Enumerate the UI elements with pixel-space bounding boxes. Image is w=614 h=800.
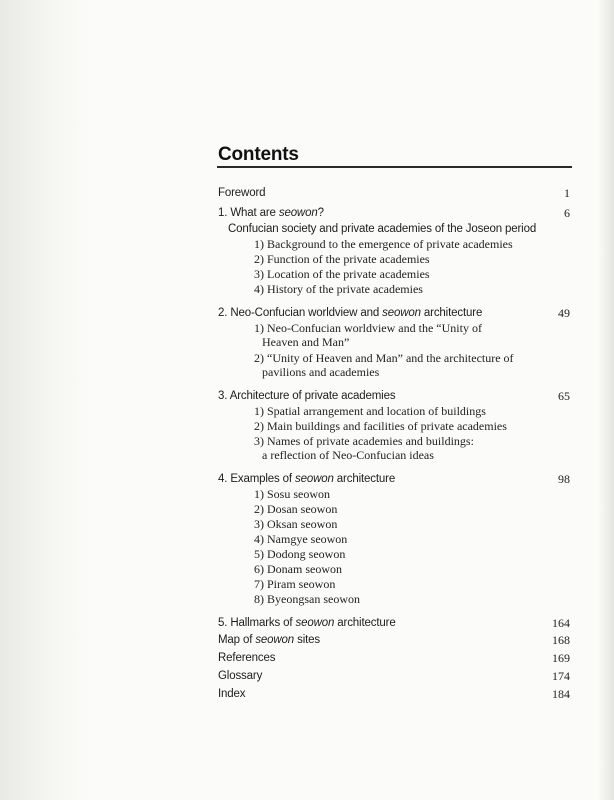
page-number-map: 168 bbox=[552, 633, 570, 647]
page-number-references: 169 bbox=[552, 651, 570, 665]
toc-item-ch3-3: 3) Names of private academies and buildings: bbox=[254, 434, 474, 448]
toc-item-ch1-1: 1) Background to the emergence of private academies bbox=[254, 237, 513, 251]
toc-item-ch3-1: 1) Spatial arrangement and location of buildings bbox=[254, 404, 486, 418]
toc-entry-ch1: 1. What are seowon? bbox=[218, 207, 324, 219]
toc-entry-references: References bbox=[218, 652, 276, 664]
toc-entry-index: Index bbox=[218, 688, 246, 700]
toc-item-ch4-2: 2) Dosan seowon bbox=[254, 502, 338, 516]
toc-entry-ch3: 3. Architecture of private academies bbox=[218, 390, 396, 402]
page-number-ch2: 49 bbox=[558, 306, 570, 320]
toc-entry-ch4: 4. Examples of seowon architecture bbox=[218, 473, 396, 485]
page-number-ch4: 98 bbox=[558, 472, 570, 486]
toc-entry-foreword: Foreword bbox=[218, 187, 266, 199]
page-number-glossary: 174 bbox=[552, 669, 570, 683]
toc-subtitle-ch1: Confucian society and private academies of the Joseon period bbox=[228, 223, 537, 235]
toc-item-ch4-5: 5) Dodong seowon bbox=[254, 547, 346, 561]
toc-entry-ch2: 2. Neo-Confucian worldview and seowon architecture bbox=[218, 307, 483, 319]
toc-item-ch4-4: 4) Namgye seowon bbox=[254, 532, 348, 546]
toc-item-ch2-2: 2) “Unity of Heaven and Man” and the architecture of bbox=[254, 351, 514, 365]
toc-entry-glossary: Glossary bbox=[218, 670, 263, 682]
page-number-index: 184 bbox=[552, 687, 570, 701]
toc-item-ch3-3-cont: a reflection of Neo-Confucian ideas bbox=[262, 448, 434, 462]
page-title: Contents bbox=[218, 144, 299, 165]
toc-item-ch1-4: 4) History of the private academies bbox=[254, 282, 423, 296]
toc-item-ch4-6: 6) Donam seowon bbox=[254, 562, 342, 576]
page-number-ch5: 164 bbox=[552, 616, 570, 630]
toc-item-ch4-8: 8) Byeongsan seowon bbox=[254, 592, 360, 606]
toc-entry-map: Map of seowon sites bbox=[218, 634, 321, 646]
toc-item-ch4-7: 7) Piram seowon bbox=[254, 577, 336, 591]
toc-item-ch1-3: 3) Location of the private academies bbox=[254, 267, 430, 281]
toc-item-ch4-1: 1) Sosu seowon bbox=[254, 487, 331, 501]
toc-item-ch3-2: 2) Main buildings and facilities of private academies bbox=[254, 419, 507, 433]
toc-item-ch1-2: 2) Function of the private academies bbox=[254, 252, 430, 266]
page-number-ch3: 65 bbox=[558, 389, 570, 403]
toc-item-ch4-3: 3) Oksan seowon bbox=[254, 517, 338, 531]
page-number-foreword: 1 bbox=[564, 186, 570, 200]
toc-item-ch2-1: 1) Neo-Confucian worldview and the “Unity of bbox=[254, 321, 482, 335]
toc-entry-ch5: 5. Hallmarks of seowon architecture bbox=[218, 617, 396, 629]
toc-item-ch2-2-cont: pavilions and academies bbox=[262, 365, 380, 379]
page-number-ch1: 6 bbox=[564, 206, 570, 220]
toc-item-ch2-1-cont: Heaven and Man” bbox=[262, 335, 350, 349]
